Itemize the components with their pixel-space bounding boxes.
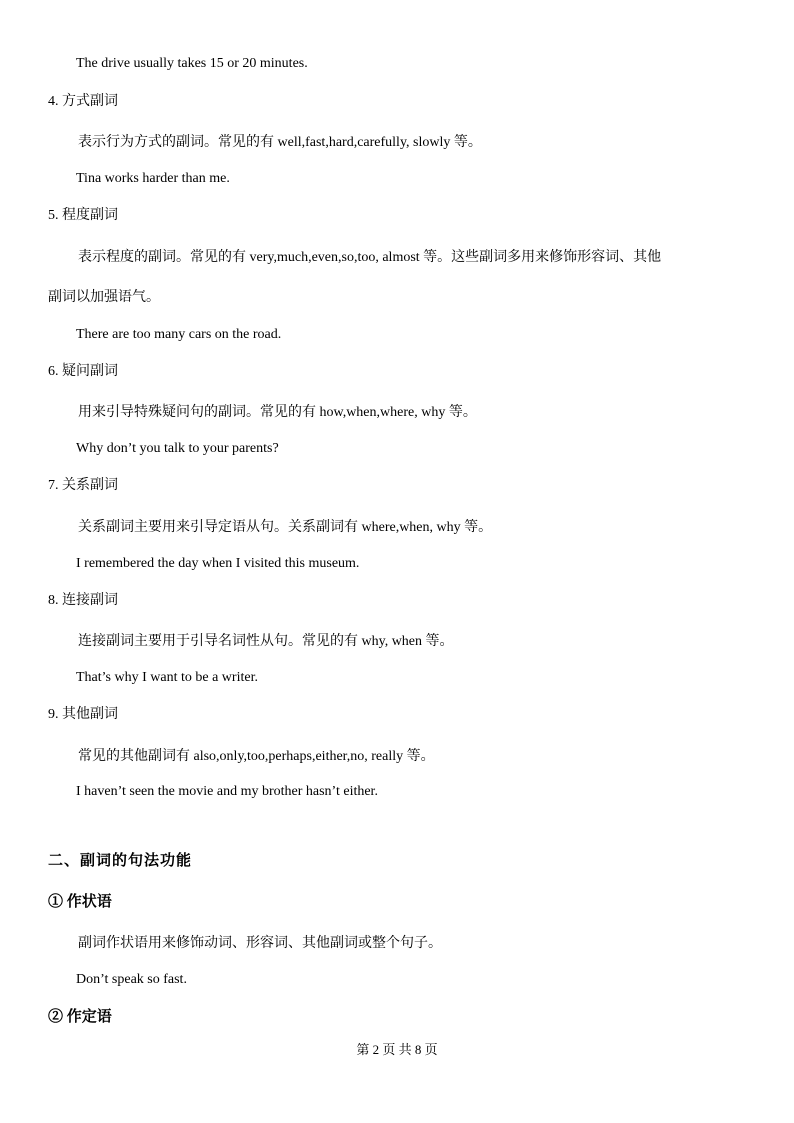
item-description: 常见的其他副词有 also,only,too,perhaps,either,no, really 等。 [78, 749, 435, 764]
item-description-continued: 副词以加强语气。 [48, 290, 160, 305]
example-sentence: I haven’t seen the movie and my brother hasn’t either. [76, 784, 378, 799]
item-heading-relative: 7. 关系副词 [48, 478, 118, 493]
item-heading-conjunctive: 8. 连接副词 [48, 593, 118, 608]
subsection-title-attributive: ② 作定语 [48, 1009, 112, 1025]
section-title: 二、副词的句法功能 [48, 851, 193, 869]
item-heading-other: 9. 其他副词 [48, 707, 118, 722]
example-sentence: Why don’t you talk to your parents? [76, 441, 279, 456]
item-description: 表示行为方式的副词。常见的有 well,fast,hard,carefully, slowly 等。 [78, 135, 482, 150]
example-sentence: There are too many cars on the road. [76, 327, 282, 342]
example-sentence: The drive usually takes 15 or 20 minutes. [76, 56, 308, 71]
item-description: 用来引导特殊疑问句的副词。常见的有 how,when,where, why 等。 [78, 405, 477, 420]
example-sentence: I remembered the day when I visited this museum. [76, 556, 360, 571]
subsection-title-adverbial: ① 作状语 [48, 894, 112, 910]
item-heading-interrogative: 6. 疑问副词 [48, 364, 118, 379]
example-sentence: Don’t speak so fast. [76, 972, 187, 987]
subsection-description: 副词作状语用来修饰动词、形容词、其他副词或整个句子。 [78, 936, 442, 951]
item-description: 关系副词主要用来引导定语从句。关系副词有 where,when, why 等。 [78, 520, 493, 535]
example-sentence: That’s why I want to be a writer. [76, 670, 258, 685]
item-heading-degree: 5. 程度副词 [48, 208, 118, 223]
item-heading-manner: 4. 方式副词 [48, 94, 118, 109]
page-footer: 第 2 页 共 8 页 [356, 1042, 438, 1057]
item-description: 表示程度的副词。常见的有 very,much,even,so,too, almost 等。这些副词多用来修饰形容词、其他 [78, 250, 662, 265]
item-description: 连接副词主要用于引导名词性从句。常见的有 why, when 等。 [78, 634, 454, 649]
example-sentence: Tina works harder than me. [76, 171, 230, 186]
